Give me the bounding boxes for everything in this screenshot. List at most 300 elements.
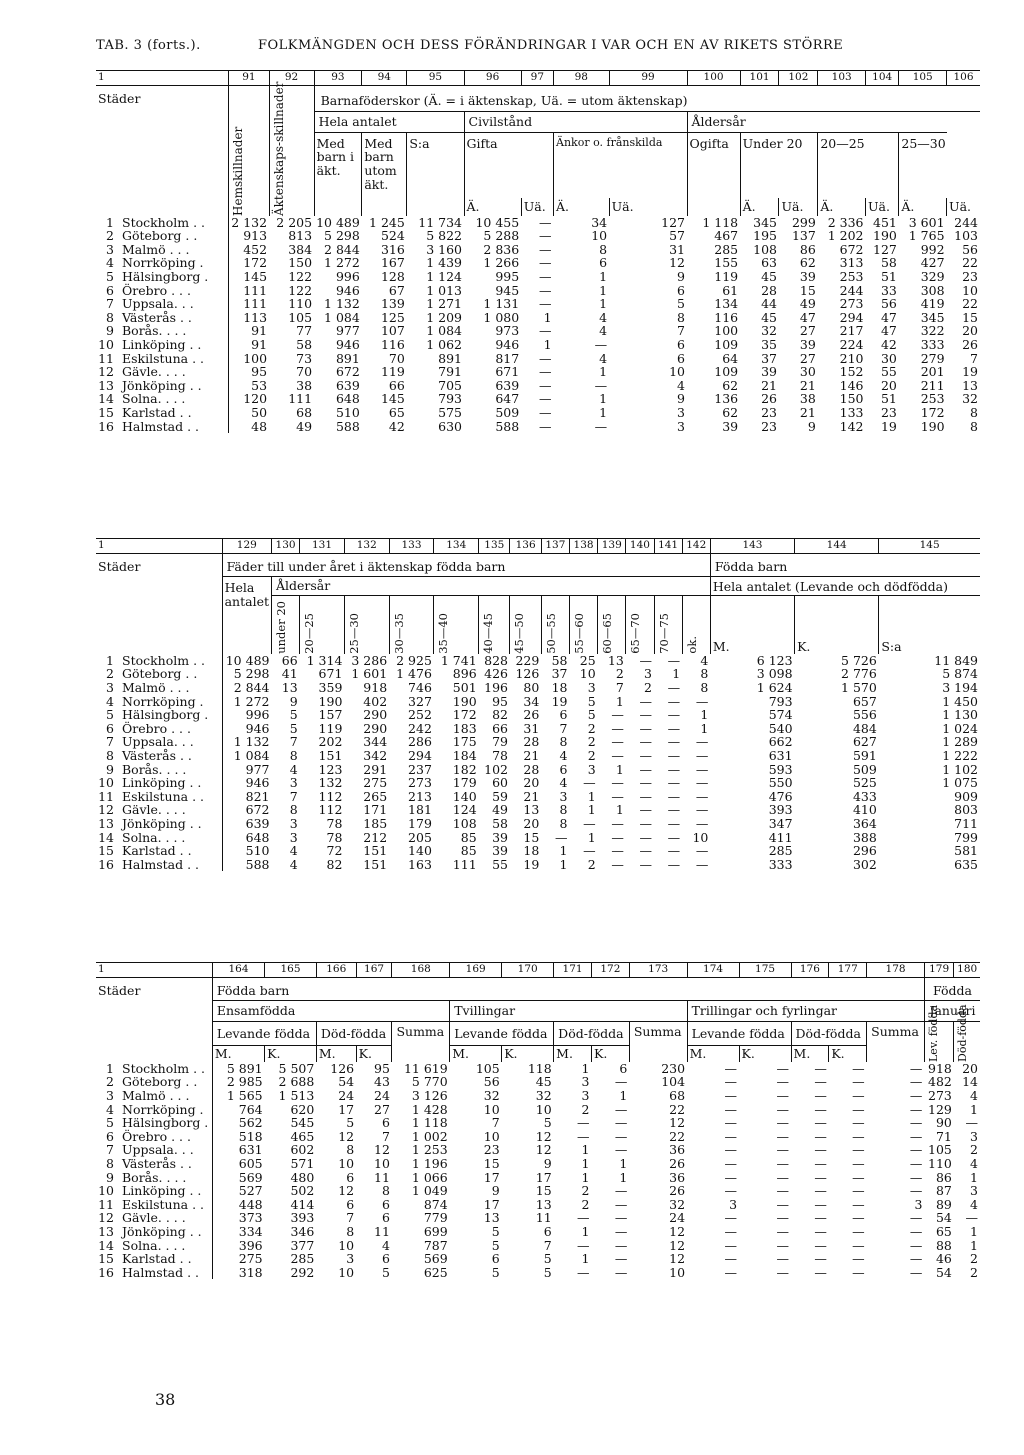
table-cell: 4 [599,309,608,325]
table-cell: 12 [338,1128,355,1144]
table-cell: 42 [880,336,897,352]
dodfodda-label: Död-födda [316,1021,392,1045]
table-cell: — [667,734,681,750]
row-index: 6 [106,282,114,298]
table-cell: — [724,1074,738,1090]
table-cell: — [614,1183,628,1199]
table-cell: — [852,1074,865,1090]
city-name: Karlstad . . [122,843,192,859]
table-cell: 32 [483,1087,500,1103]
table-cell: 7 [970,350,978,366]
table-cell: — [776,1264,790,1280]
table-cell: 242 [408,720,432,736]
table-row [96,1157,980,1171]
table-cell: 109 [714,364,739,380]
table-cell: 23 [962,268,978,284]
table-cell: — [614,1142,628,1158]
table-cell: 746 [408,679,432,695]
table-cell: 913 [229,229,269,243]
table-cell: — [614,1210,628,1226]
table-cell: — [539,418,552,434]
table-cell: 17 [535,1169,552,1185]
table-cell: 8 [559,815,568,831]
table-cell: — [776,1237,790,1253]
age-header-cell [344,595,389,654]
table-row [96,1198,980,1212]
fodda-barn-label: Födda barn [212,977,924,1001]
table-cell: 7 [615,679,624,695]
table-cell: 155 [714,255,739,271]
city-name: Örebro . . . [122,1128,191,1144]
table-cell: 39 [492,843,508,859]
column-number: 166 [316,963,356,978]
table-cell: 316 [380,241,405,257]
table-row [96,379,980,393]
table-cell: 2 [970,1251,978,1267]
table-cell: 11 [374,1169,390,1185]
au-label: Ä. [818,198,866,216]
table-row [96,776,980,790]
table-cell: — [852,1155,865,1171]
mk-label: K. [591,1045,629,1061]
table-cell: 17 [338,1101,355,1117]
mk-label: K. [356,1045,392,1061]
table-cell: 1 [599,391,608,407]
row-index: 11 [98,1196,114,1212]
summa-label: Summa [629,1021,687,1062]
table-cell: 66 [388,377,405,393]
table-cell: 139 [380,296,405,312]
table-cell: 509 [495,404,520,420]
table-cell: 1 132 [222,735,271,749]
table-cell: 253 [920,391,945,407]
age-header-cell [300,595,345,654]
levande-label: Levande födda [450,1021,554,1045]
table-cell: 26 [761,391,777,407]
table-cell: 8 [700,679,709,695]
table-cell: — [614,1264,628,1280]
table-row [96,311,980,325]
sa-label: S:a [407,132,464,215]
column-number: 93 [314,71,362,86]
table-cell: — [695,802,709,818]
table-cell: — [852,1183,865,1199]
table-cell: 1 565 [212,1089,264,1103]
au-label: Ä. [554,198,610,216]
column-number: 102 [779,71,818,86]
table-cell: 21 [799,404,816,420]
table-row [96,817,980,831]
table-cell: 5 874 [942,666,978,682]
table-cell: 2 [581,1183,590,1199]
table-cell: 111 [229,297,269,311]
table-cell: 150 [839,391,864,407]
city-name: Malmö . . . [122,1087,190,1103]
table-cell: 145 [380,391,405,407]
table-cell: 32 [962,391,978,407]
table-cell: 1 289 [942,734,978,750]
table-cell: 8 [346,1223,355,1239]
table-cell: 1 601 [351,666,388,682]
table-cell: 5 [587,707,596,723]
city-name: Malmö . . . [122,241,190,257]
table-cell: 103 [954,228,978,244]
city-name: Hälsingborg . [122,268,209,284]
table-cell: 175 [452,734,477,750]
row-index: 4 [106,255,114,271]
table-cell: 1 084 [426,323,463,339]
table-cell: 292 [290,1264,315,1280]
table-cell: 414 [290,1196,315,1212]
table-cell: 3 [677,404,685,420]
januari-label: Januari [924,1001,980,1022]
table-cell: 510 [335,404,360,420]
table-cell: 569 [423,1251,448,1267]
table-row [96,256,980,270]
column-numbers [96,71,980,86]
table-cell: 10 489 [222,654,271,668]
table-cell: — [965,1115,978,1131]
table-cell: 6 [559,761,568,777]
table-cell: 3 [289,815,298,831]
table-cell: — [814,1223,827,1239]
table-cell: 705 [438,377,463,393]
table-cell: 581 [954,843,978,859]
table-cell: 502 [290,1183,315,1199]
table-cell: — [667,829,681,845]
row-index: 5 [106,268,114,284]
table-cell: 1 [970,1169,978,1185]
city-name: Halmstad . . [122,856,199,872]
table-cell: 152 [839,364,864,380]
table-row [96,1103,980,1117]
table-cell: 129 [928,1101,952,1117]
table-cell: — [724,1251,738,1267]
city-name: Malmö . . . [122,679,190,695]
table-cell: — [724,1264,738,1280]
table-cell: — [776,1087,790,1103]
table-cell: — [695,734,709,750]
column-number: 130 [271,539,299,554]
table-cell: 13 [523,802,540,818]
table-cell: 345 [753,214,777,230]
table-cell: 19 [962,364,978,380]
table-cell: — [776,1060,790,1076]
table-row [96,790,980,804]
table-cell: 973 [495,323,520,339]
table-cell: 55 [880,364,897,380]
age-label: under 20 [273,601,288,654]
table-cell: — [909,1101,923,1117]
table-cell: — [695,775,709,791]
mk-label: K. [265,1045,317,1061]
table-cell: 2 [970,1142,978,1158]
table-cell: 384 [288,241,313,257]
table-cell: 5 507 [278,1060,315,1076]
stader-label: Städer [98,558,141,574]
au-label: Uä. [521,198,553,216]
table-cell: — [852,1142,865,1158]
table-cell: — [639,707,652,723]
table-cell: 213 [408,788,432,804]
table-row [96,708,980,722]
column-number: 1 [96,71,229,86]
table-cell: 229 [515,652,540,668]
table-cell: 56 [483,1074,500,1090]
table-cell: 3 [581,1087,590,1103]
table-cell: 411 [768,829,793,845]
table-cell: — [594,377,608,393]
summa-label: Summa [867,1021,925,1062]
table-cell: 9 [677,391,685,407]
table-cell: 2 844 [324,241,360,257]
table-row [96,284,980,298]
table-cell: 13 [281,679,298,695]
table-cell: 273 [928,1087,952,1103]
column-number: 99 [609,71,687,86]
table-cell: — [909,1128,923,1144]
table-cell: — [667,747,681,763]
table-cell: 946 [222,722,271,736]
table-cell: 482 [928,1074,952,1090]
city-name: Linköping . . [122,336,202,352]
table-cell: 977 [222,763,271,777]
table-cell: 127 [661,214,685,230]
age-label: 35—40 [436,613,451,654]
table-cell: 1 080 [483,309,520,325]
table-cell: 6 [382,1196,390,1212]
city-name: Solna. . . . [122,1237,186,1253]
table-cell: 183 [452,720,477,736]
city-name: Gävle. . . . [122,802,186,818]
table-cell: 593 [768,761,793,777]
row-index: 5 [106,1115,114,1131]
table-cell: — [852,1237,865,1253]
city-name: Uppsala. . . [122,734,194,750]
table-cell: 291 [363,761,388,777]
table-cell: 124 [452,802,477,818]
table-cell: 49 [799,296,816,312]
table-cell: 7 [289,788,298,804]
table-cell: 44 [761,296,777,312]
city-name: Stockholm . . [122,214,206,230]
table-cell: 157 [318,707,343,723]
table-cell: 5 [543,1251,552,1267]
table-cell: 58 [296,336,313,352]
table-cell: 5 [543,1115,552,1131]
table-cell: 8 [970,418,978,434]
table-cell: 47 [799,309,816,325]
table-cell: 6 [599,255,608,271]
city-name: Örebro . . . [122,282,191,298]
city-name: Västerås . . [122,1155,192,1171]
table-cell: 137 [791,228,816,244]
column-number: 1 [96,963,212,978]
table-cell: 31 [523,720,540,736]
levande-label: Levande födda [687,1021,791,1045]
table-cell: — [814,1196,827,1212]
table-cell: 501 [452,679,477,695]
table-cell: 179 [452,775,477,791]
table-row [96,243,980,257]
table-cell: 23 [880,404,897,420]
au-label: Uä. [609,198,687,216]
table-row [96,1266,980,1280]
table-cell: 527 [212,1184,264,1198]
mk-label: K. [829,1045,867,1061]
table-cell: 764 [212,1103,264,1117]
table-cell: 142 [839,418,864,434]
table-cell: 1 253 [411,1142,448,1158]
city-name: Stockholm . . [122,652,206,668]
row-index: 13 [98,815,114,831]
row-index: 3 [106,1087,114,1103]
table-cell: 3 [970,1128,978,1144]
table-cell: 1 [581,1169,590,1185]
table-cell: 87 [935,1183,952,1199]
table-cell: 327 [408,693,432,709]
table-cell: 45 [535,1074,552,1090]
table-cell: 12 [669,1223,686,1239]
table-cell: 1 [970,1101,978,1117]
table-cell: 313 [839,255,864,271]
table-cell: 1 [615,802,624,818]
table-cell: — [667,788,681,804]
table-cell: 179 [408,815,432,831]
table-cell: 89 [935,1196,952,1212]
column-number: 135 [479,539,510,554]
table-cell: 662 [768,734,793,750]
table-cell: 37 [761,350,777,366]
table-cell: — [667,652,681,668]
table-row [96,1225,980,1239]
column-number: 100 [687,71,740,86]
table-cell: 70 [388,350,405,366]
table-cell: 465 [290,1128,315,1144]
table-cell: 10 [338,1264,355,1280]
column-numbers [96,539,980,554]
table-cell: 588 [222,858,271,872]
table-cell: 347 [768,815,793,831]
table-cell: 631 [768,747,793,763]
table-cell: — [639,652,652,668]
table-cell: 11 [374,1223,390,1239]
table-cell: 39 [722,418,739,434]
table-cell: 393 [768,802,793,818]
mk-label: S:a [879,595,980,654]
table-cell: 3 [289,829,298,845]
age-header-cell [654,595,682,654]
table-cell: 7 [289,734,298,750]
mk-label: M. [687,1045,739,1061]
table-cell: 95 [374,1060,390,1076]
table-cell: 24 [338,1087,355,1103]
table-cell: — [852,1115,865,1131]
row-index: 12 [98,364,114,380]
table-cell: 2 [587,856,596,872]
table-cell: 1 118 [411,1115,448,1131]
table-row [96,831,980,845]
column-number: 94 [362,71,407,86]
table-cell: — [614,1237,628,1253]
table-cell: 299 [791,214,816,230]
table-cell: — [814,1115,827,1131]
table-cell: 1 130 [942,707,978,723]
row-index: 15 [98,1251,114,1267]
column-number: 104 [866,71,899,86]
table-cell: 1 062 [426,336,463,352]
table-cell: 476 [768,788,793,804]
table-cell: — [909,1183,923,1199]
table-cell: 13 [483,1210,500,1226]
table-cell: — [724,1142,738,1158]
table-cell: 1 132 [324,296,360,312]
table-cell: — [611,788,624,804]
table-cell: — [611,720,624,736]
table-cell: 648 [222,831,271,845]
table-cell: 32 [535,1087,552,1103]
table-cell: 1 [599,282,608,298]
table-cell: — [639,775,652,791]
table-cell: 58 [551,652,568,668]
table-cell: — [814,1142,827,1158]
table-cell: 119 [380,364,405,380]
table-cell: — [539,282,552,298]
table-cell: 22 [669,1101,686,1117]
table-cell: 6 [346,1196,355,1212]
age-label: 55—60 [571,613,586,654]
table-cell: — [576,1210,590,1226]
table-cell: 996 [222,708,271,722]
table-cell: 212 [363,829,388,845]
table-cell: 21 [523,788,540,804]
aldersar-label: Åldersår [687,112,947,133]
table-cell: 8 [559,734,568,750]
row-index: 3 [106,679,114,695]
column-number: 168 [392,963,450,978]
table-cell: 12 [669,1237,686,1253]
table-cell: 26 [669,1155,686,1171]
table-cell: 5 [491,1264,500,1280]
table-cell: — [583,843,596,859]
table-cell: 71 [935,1128,952,1144]
table-cell: — [852,1128,865,1144]
table-cell: 70 [296,364,313,380]
section1-body [96,216,980,434]
city-name: Jönköping . . [122,1223,202,1239]
column-number: 173 [629,963,687,978]
table-cell: 119 [318,720,343,736]
city-name: Hälsingborg . [122,707,209,723]
table-cell: 427 [920,255,945,271]
city-name: Göteborg . . [122,228,198,244]
table-cell: 3 098 [756,666,793,682]
table-cell: 244 [954,214,978,230]
tvillingar-label: Tvillingar [450,1001,687,1022]
table-cell: 4 [677,377,685,393]
table-cell: — [611,747,624,763]
table-cell: 211 [920,377,945,393]
table-cell: 27 [799,323,816,339]
table-row [96,1116,980,1130]
table-cell: 1 513 [278,1087,315,1103]
fodda-barn-label: Födda barn [710,553,980,577]
table-cell: 113 [229,311,269,325]
table-cell: 3 601 [908,214,945,230]
table-cell: 334 [212,1225,264,1239]
table-cell: 448 [212,1198,264,1212]
table-cell: 5 288 [483,228,520,244]
